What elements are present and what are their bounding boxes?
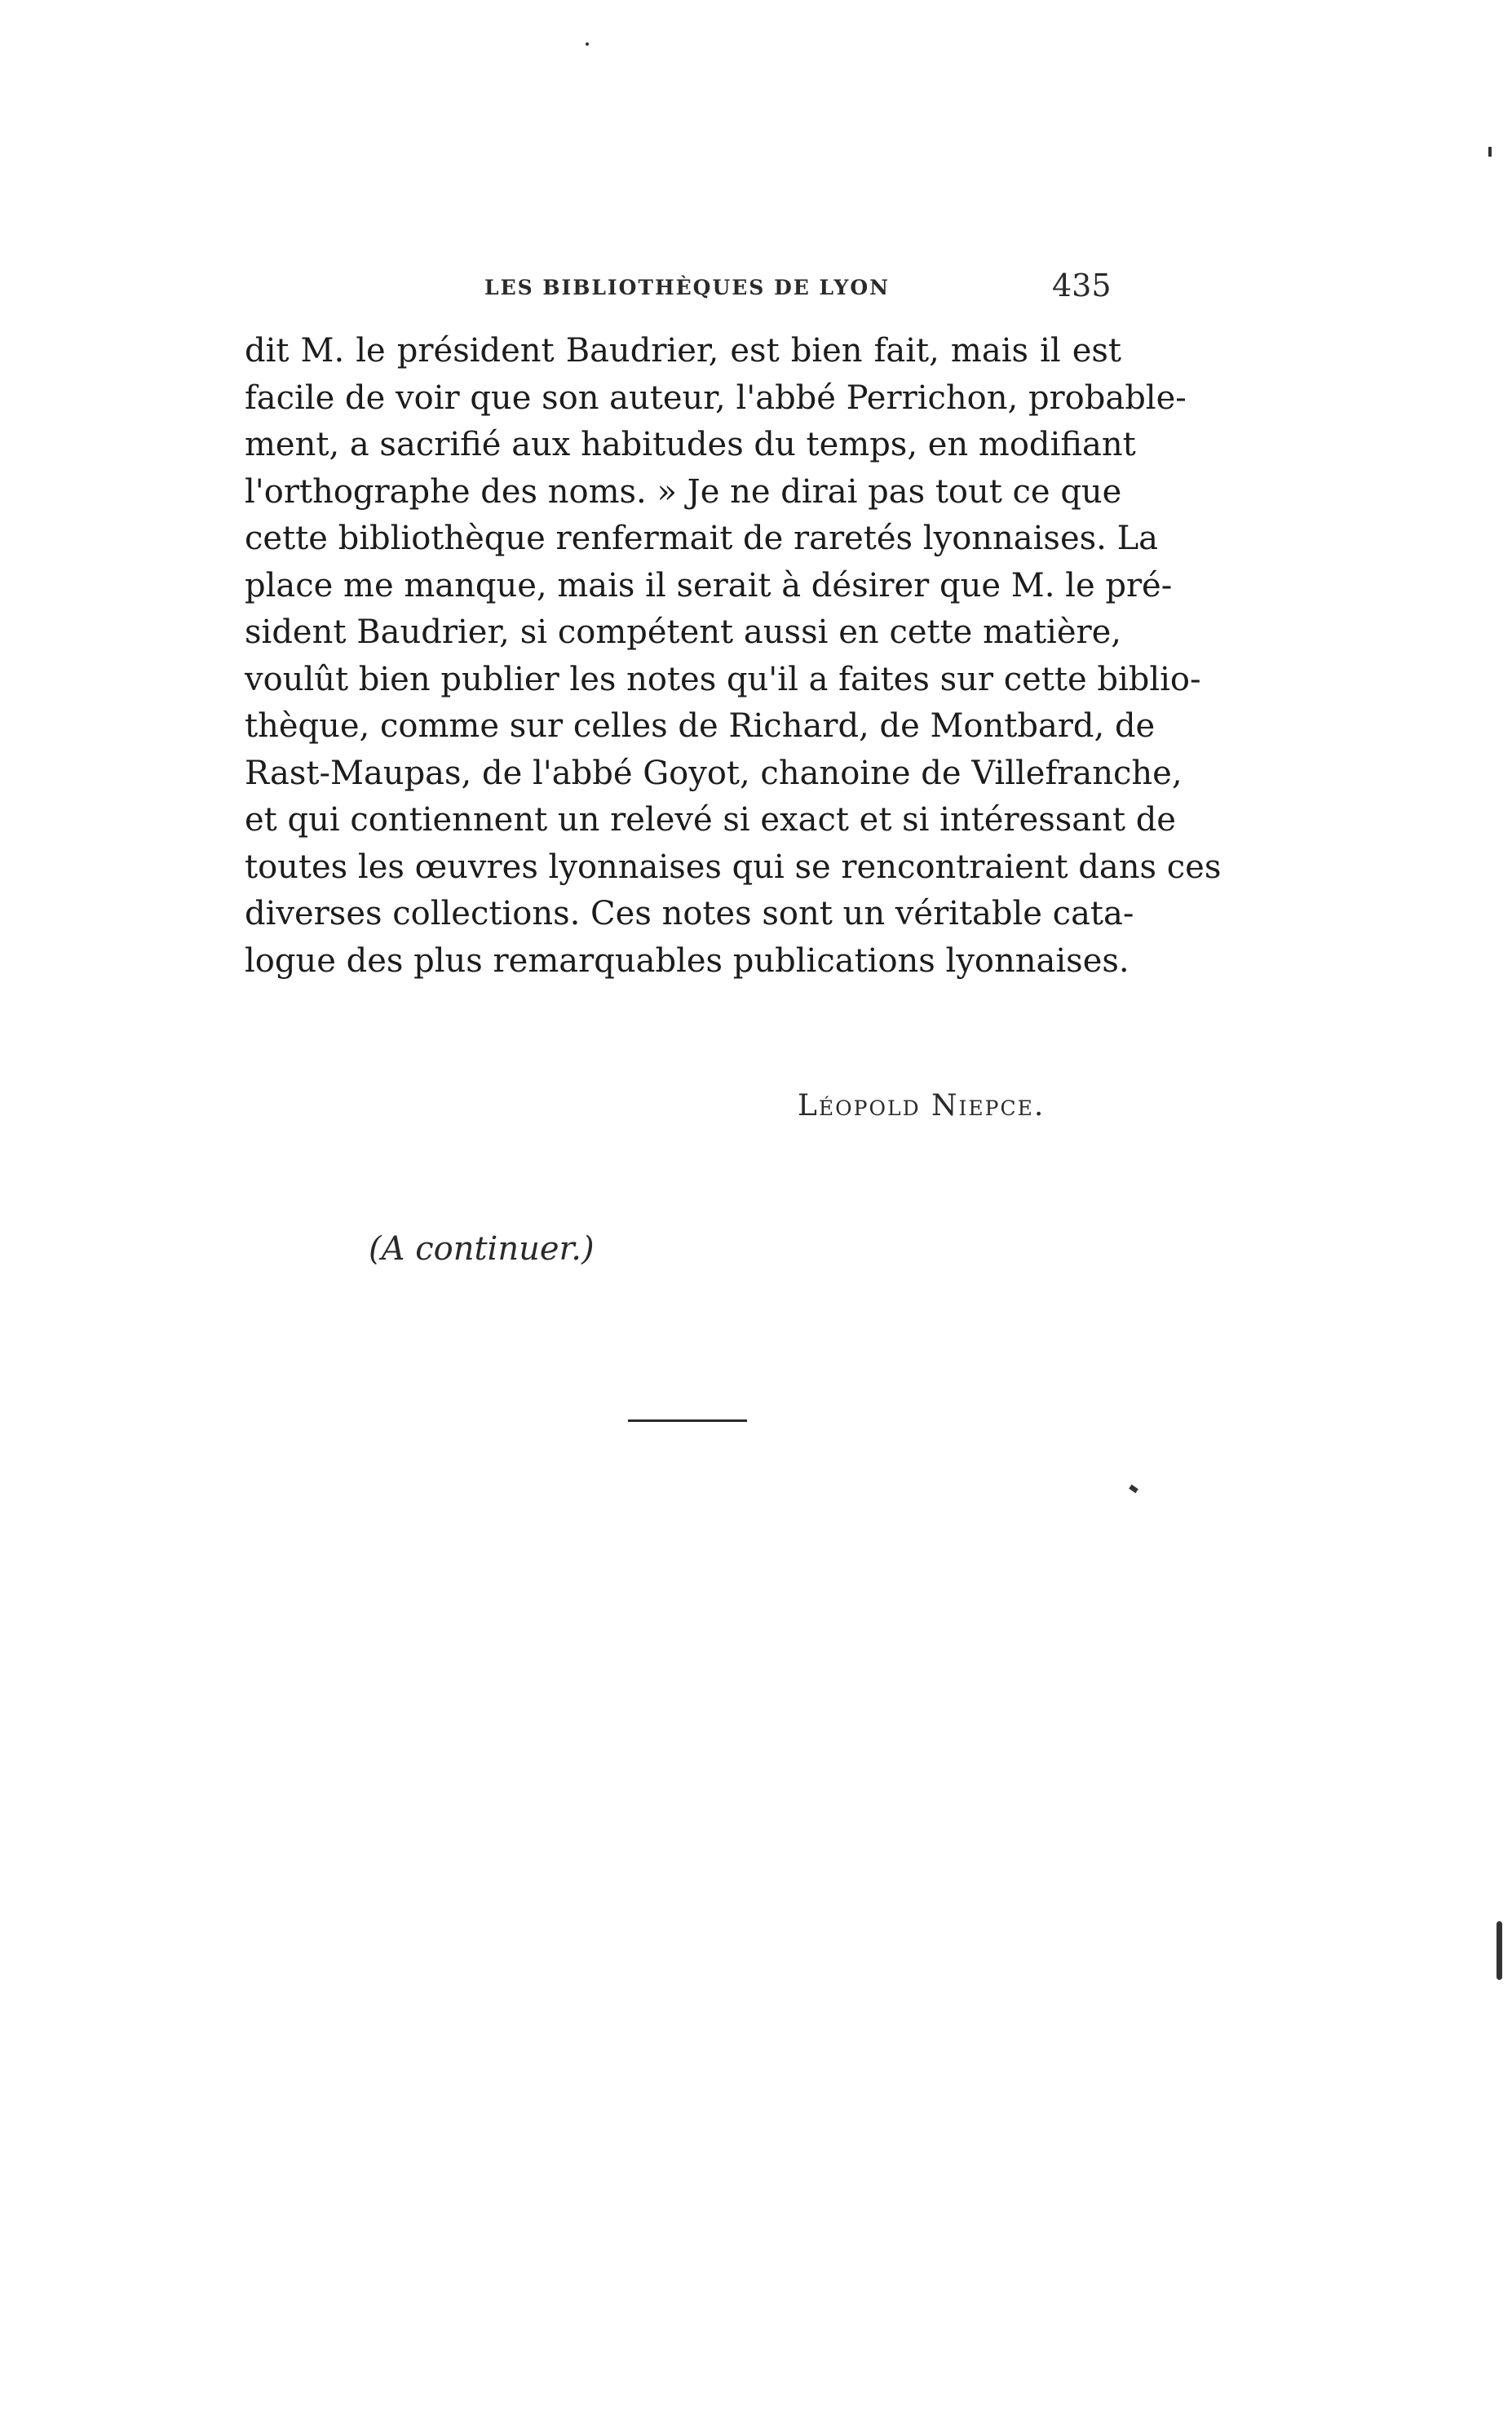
text-line: Rast-Maupas, de l'abbé Goyot, chanoine de Villefranche,: [245, 754, 1183, 792]
body-paragraph: [245, 328, 1222, 985]
text-line: sident Baudrier, si compétent aussi en cette matière,: [245, 613, 1121, 651]
text-line: voulût bien publier les notes qu'il a faites sur cette biblio-: [245, 660, 1201, 698]
text-line: cette bibliothèque renfermait de raretés lyonnaises. La: [245, 520, 1158, 557]
text-line: place me manque, mais il serait à désirer que M. le pré-: [245, 566, 1173, 604]
continuation-note: (A continuer.): [369, 1230, 595, 1268]
scan-speck: [586, 42, 589, 46]
author-signature: Léopold Niepce.: [798, 1089, 1046, 1123]
text-line: ment, a sacrifié aux habitudes du temps, en modifiant: [245, 426, 1136, 463]
text-line: facile de voir que son auteur, l'abbé Perrichon, probable-: [245, 379, 1187, 417]
text-line: diverses collections. Ces notes sont un véritable cata-: [245, 895, 1134, 932]
scan-speck: [1129, 1485, 1138, 1494]
text-line: l'orthographe des noms. » Je ne dirai pas tout ce que: [245, 472, 1122, 511]
text-line: dit M. le président Baudrier, est bien fait, mais il est: [245, 332, 1121, 370]
text-line: et qui contiennent un relevé si exact et si intéressant de: [245, 801, 1176, 839]
text-line: toutes les œuvres lyonnaises qui se rencontraient dans ces: [245, 848, 1222, 886]
end-rule-divider: [628, 1419, 747, 1422]
scan-speck: [1497, 1921, 1502, 1980]
scan-speck: [1488, 147, 1492, 157]
text-line: logue des plus remarquables publications lyonnaises.: [245, 941, 1130, 980]
running-title: LES BIBLIOTHÈQUES DE LYON: [484, 276, 890, 299]
text-line: thèque, comme sur celles de Richard, de Montbard, de: [245, 707, 1156, 745]
page-number: 435: [1052, 268, 1112, 303]
